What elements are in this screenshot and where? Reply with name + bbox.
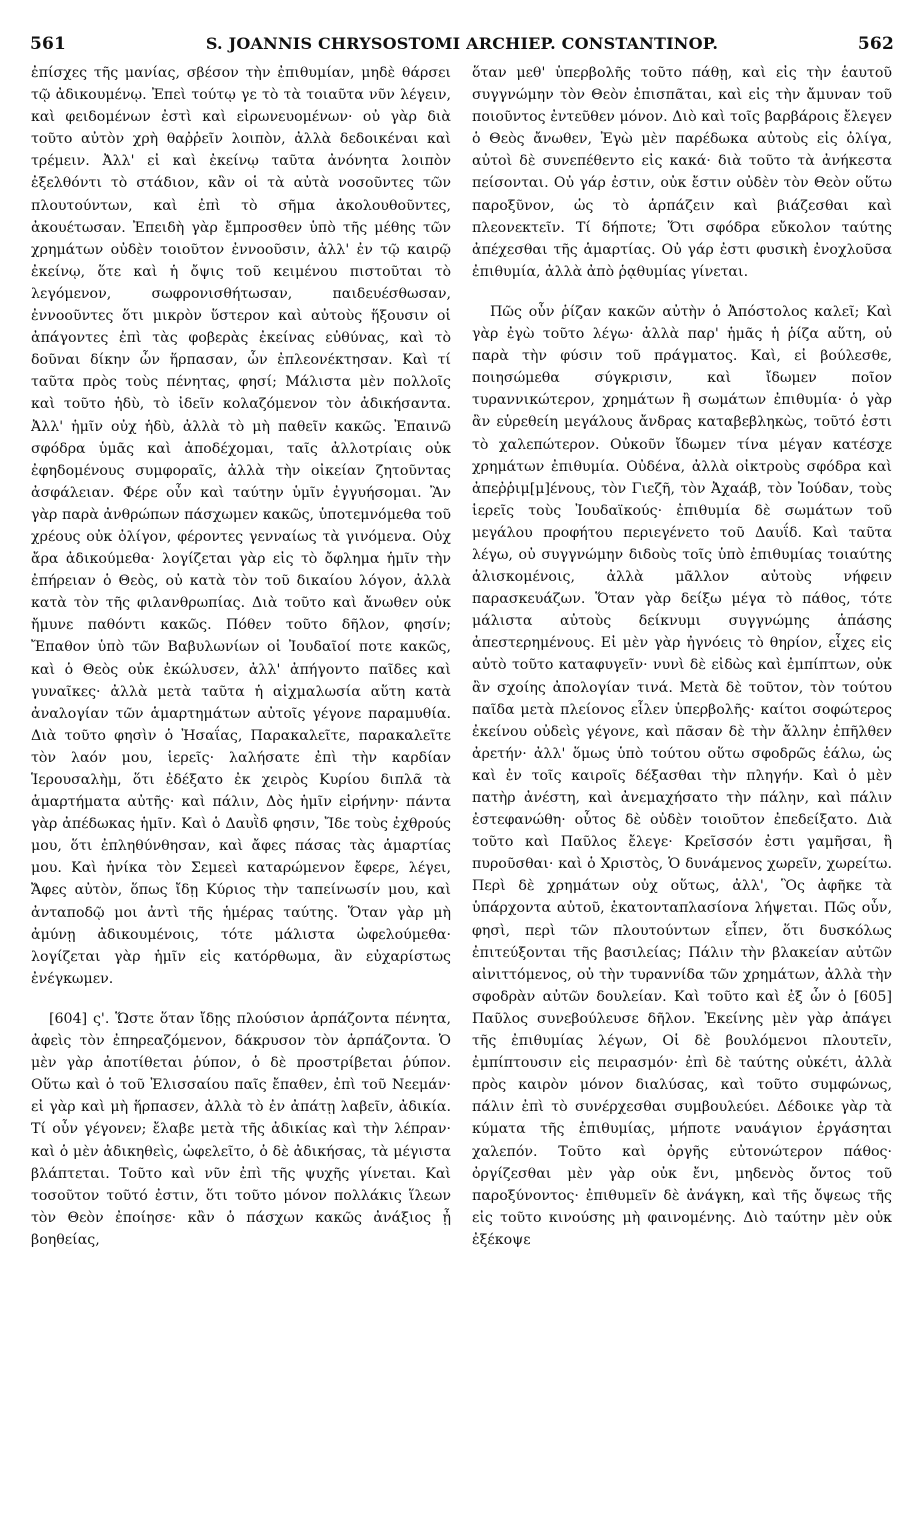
page-number-right: 562 [857,34,894,54]
left-column [31,62,451,1251]
paragraph: ὅταν μεθ' ὑπερβολῆς τοῦτο πάθῃ, καὶ εἰς τὴν ἑαυτοῦ συγγνώμην τὸν Θεὸν ἐπισπᾶται, καὶ εἰς τὴν ἄμυναν τοῦ ποιοῦντος ἐντεῦθεν μόνον. Διὸ καὶ τοῖς βαρβάροις ἔλεγεν ὁ Θεὸς ἄνωθεν, Ἐγὼ μὲν παρέδωκα αὐτοὺς εἰς ὀλίγα, αὐτοὶ δὲ συνεπέθεντο εἰς κακά· διὰ τοῦτο τὰ ἀνήκεστα πείσονται. Οὐ γάρ ἐστιν, οὐκ ἔστιν οὐδὲν τὸν Θεὸν οὕτω παροξῦνον, ὡς τὸ ἁρπάζειν καὶ βιάζεσθαι καὶ πλεονεκτεῖν. Τί δήποτε; Ὅτι σφόδρα εὔκολον ταύτης ἀπέχεσθαι τῆς ἁμαρτίας. Οὐ γάρ ἐστι φυσικὴ ἐνοχλοῦσα ἐπιθυμία, ἀλλὰ ἀπὸ ῥᾳθυμίας γίνεται. [472,65,892,280]
page-number-left: 561 [30,34,67,54]
running-title: S. JOANNIS CHRYSOSTOMI ARCHIEP. CONSTANTINOP. [205,34,719,53]
right-column [472,62,892,1251]
paragraph: ἐπίσχες τῆς μανίας, σβέσον τὴν ἐπιθυμίαν, μηδὲ θάρσει τῷ ἀδικουμένῳ. Ἐπεὶ τούτῳ γε τὸ τὰ τοιαῦτα νῦν λέγειν, καὶ φειδομένων ἐστὶ καὶ εἰρωνευομένων· οὐ γὰρ διὰ τοῦτο αὐτὸν χρὴ θαῤῥεῖν λοιπὸν, ἀλλὰ δεδοικέναι καὶ τρέμειν. Ἀλλ' εἰ καὶ ἐκείνῳ ταῦτα ἀνόνητα λοιπὸν ἐξελθόντι τὸ στάδιον, κἂν οἱ τὰ αὐτὰ νοσοῦντες τῶν πλουτούντων, καὶ ἐπὶ τὸ σῆμα ἀκολουθοῦντες, ἀκουέτωσαν. Ἐπειδὴ γὰρ ἔμπροσθεν ὑπὸ τῆς μέθης τῶν χρημάτων οὐδὲν τοιοῦτον ἐννοοῦσιν, ἀλλ' ἐν τῷ καιρῷ ἐκείνῳ, ὅτε καὶ ἡ ὄψις τοῦ κειμένου πιστοῦται τὸ λεγόμενον, σωφρονισθήτωσαν, παιδευέσθωσαν, ἐννοοῦντες ὅτι μικρὸν ὕστερον καὶ αὐτοὺς ἥξουσιν οἱ ἀπάγοντες ἐπὶ τὰς φοβερὰς ἐκείνας εὐθύνας, καὶ τὸ δοῦναι δίκην ὧν ἥρπασαν, ὧν ἐπλεονέκτησαν. Καὶ τί ταῦτα πρὸς τοὺς πένητας, φησί; Μάλιστα μὲν πολλοῖς καὶ τοῦτο ἡδὺ, τὸ ἰδεῖν κολαζόμενον τὸν ἀδικήσαντα. Ἀλλ' ἡμῖν οὐχ ἡδὺ, ἀλλὰ τὸ μὴ παθεῖν κακῶς. Ἐπαινῶ σφόδρα ὑμᾶς καὶ ἀποδέχομαι, ταῖς ἀλλοτρίαις οὐκ ἐφηδομένους συμφοραῖς, ἀλλὰ τὴν οἰκείαν ζητοῦντας ἀσφάλειαν. Φέρε οὖν καὶ ταύτην ὑμῖν ἐγγυήσομαι. Ἂν γὰρ παρὰ ἀνθρώπων πάσχωμεν κακῶς, ὑποτεμνόμεθα τοῦ χρέους οὐκ ὀλίγον, φέροντες γενναίως τὰ γινόμενα. Οὐχ ἄρα ἀδικούμεθα· λογίζεται γὰρ εἰς τὸ ὄφλημα ἡμῖν τὴν ἐπήρειαν ὁ Θεὸς, οὐ κατὰ τὸν τοῦ δικαίου λόγον, ἀλλὰ κατὰ τὸν τῆς φιλανθρωπίας. Διὰ τοῦτο καὶ ἄνωθεν οὐκ ἤμυνε παθόντι κακῶς. Πόθεν τοῦτο δῆλον, φησίν; Ἔπαθον ὑπὸ τῶν Βαβυλωνίων οἱ Ἰουδαῖοί ποτε κακῶς, καὶ ὁ Θεὸς οὐκ ἐκώλυσεν, ἀλλ' ἀπήγοντο παῖδες καὶ γυναῖκες· ἀλλὰ μετὰ ταῦτα ἡ αἰχμαλωσία αὕτη κατὰ ἀναλογίαν τῶν ἁμαρτημάτων αὐτοῖς γέγονε παραμυθία. Διὰ τοῦτο φησὶν ὁ Ἠσαΐας, Παρακαλεῖτε, παρακαλεῖτε τὸν λαόν μου, ἱερεῖς· λαλήσατε ἐπὶ τὴν καρδίαν Ἱερουσαλὴμ, ὅτι ἐδέξατο ἐκ χειρὸς Κυρίου διπλᾶ τὰ ἁμαρτήματα αὐτῆς· καὶ πάλιν, Δὸς ἡμῖν εἰρήνην· πάντα γὰρ ἀπέδωκας ἡμῖν. Καὶ ὁ Δαυῒδ φησιν, Ἴδε τοὺς ἐχθρούς μου, ὅτι ἐπληθύνθησαν, καὶ ἄφες πάσας τὰς ἁμαρτίας μου. Καὶ ἡνίκα τὸν Σεμεεὶ καταρώμενον ἔφερε, λέγει, Ἄφες αὐτὸν, ὅπως ἴδῃ Κύριος τὴν ταπείνωσίν μου, καὶ ἀνταποδῷ μοι ἀντὶ τῆς ἡμέρας ταύτης. Ὅταν γὰρ μὴ ἀμύνῃ ἀδικουμένοις, τότε μάλιστα ὠφελούμεθα· λογίζεται γὰρ ἡμῖν εἰς κατόρθωμα, ἂν εὐχαρίστως ἐνέγκωμεν. [31,65,451,987]
paragraph: [604] ς'. Ὥστε ὅταν ἴδῃς πλούσιον ἁρπάζοντα πένητα, ἀφεὶς τὸν ἐπηρεαζόμενον, δάκρυσον τὸν ἁρπάζοντα. Ὁ μὲν γὰρ ἀποτίθεται ῥύπον, ὁ δὲ προστρίβεται ῥύπον. Οὕτω καὶ ὁ τοῦ Ἐλισσαίου παῖς ἔπαθεν, ἐπὶ τοῦ Νεεμάν· εἰ γὰρ καὶ μὴ ἥρπασεν, ἀλλὰ τὸ ἐν ἀπάτῃ λαβεῖν, ἀδικία. Τί οὖν γέγονεν; ἔλαβε μετὰ τῆς ἀδικίας καὶ τὴν λέπραν· καὶ ὁ μὲν ἀδικηθεὶς, ὠφελεῖτο, ὁ δὲ ἀδικήσας, τὰ μέγιστα βλάπτεται. Τοῦτο καὶ νῦν ἐπὶ τῆς ψυχῆς γίνεται. Καὶ τοσοῦτον τοῦτό ἐστιν, ὅτι τοῦτο μόνον πολλάκις ἵλεων τὸν Θεὸν ἐποίησε· κἂν ὁ πάσχων κακῶς ἀνάξιος ᾖ βοηθείας, [31,1010,451,1248]
running-header [30,34,894,58]
paragraph: Πῶς οὖν ῥίζαν κακῶν αὐτὴν ὁ Ἀπόστολος καλεῖ; Καὶ γὰρ ἐγὼ τοῦτο λέγω· ἀλλὰ παρ' ἡμᾶς ἡ ῥίζα αὕτη, οὐ παρὰ τὴν φύσιν τοῦ πράγματος. Καὶ, εἰ βούλεσθε, ποιησώμεθα σύγκρισιν, καὶ ἴδωμεν ποῖον τυραννικώτερον, χρημάτων ἢ σωμάτων ἐπιθυμία· ὁ γὰρ ἂν εὑρεθείη μεγάλους ἄνδρας καταβεβληκὼς, τοῦτό ἐστι τὸ χαλεπώτερον. Οὐκοῦν ἴδωμεν τίνα μέγαν κατέσχε χρημάτων ἐπιθυμία. Οὐδένα, ἀλλὰ οἰκτροὺς σφόδρα καὶ ἀπεῤῥιμ[μ]ένους, τὸν Γιεζῆ, τὸν Ἀχαάβ, τὸν Ἰούδαν, τοὺς ἱερεῖς τοὺς Ἰουδαϊκούς· ἐπιθυμία δὲ σωμάτων τοῦ μεγάλου προφήτου περιεγένετο τοῦ Δαυΐδ. Καὶ ταῦτα λέγω, οὐ συγγνώμην διδοὺς τοῖς ὑπὸ ἐπιθυμίας τοιαύτης ἁλισκομένοις, ἀλλὰ μᾶλλον αὐτοὺς νήφειν παρασκευάζων. Ὅταν γὰρ δείξω μέγα τὸ πάθος, τότε μάλιστα αὐτοὺς δείκνυμι συγγνώμης ἁπάσης ἀπεστερημένους. Εἰ μὲν γὰρ ἠγνόεις τὸ θηρίον, εἶχες εἰς αὐτὸ τοῦτο καταφυγεῖν· νυνὶ δὲ εἰδὼς καὶ ἐμπίπτων, οὐκ ἂν σχοίης ἀπολογίαν τινά. Μετὰ δὲ τοῦτον, τὸν τούτου παῖδα μετὰ πλείονος εἶλεν ὑπερβολῆς· καίτοι σοφώτερος ἐκείνου οὐδεὶς γέγονε, καὶ πᾶσαν δὲ τὴν ἄλλην ἐπῆλθεν ἀρετήν· ἀλλ' ὅμως ὑπὸ τούτου οὕτω σφοδρῶς ἑάλω, ὡς καὶ ἐν τοῖς καιροῖς δέξασθαι τὴν πληγήν. Καὶ ὁ μὲν πατὴρ ἀνέστη, καὶ ἀνεμαχήσατο τὴν πάλην, καὶ πάλιν ἐστεφανώθη· οὗτος δὲ οὐδὲν τοιοῦτον ἐπεδείξατο. Διὰ τοῦτο καὶ Παῦλος ἔλεγε· Κρεῖσσόν ἐστι γαμῆσαι, ἢ πυροῦσθαι· καὶ ὁ Χριστὸς, Ὁ δυνάμενος χωρεῖν, χωρείτω. Περὶ δὲ χρημάτων οὐχ οὕτως, ἀλλ', Ὃς ἀφῆκε τὰ ὑπάρχοντα αὐτοῦ, ἑκατονταπλασίονα λήψεται. Πῶς οὖν, φησὶ, περὶ τῶν πλουτούντων εἶπεν, ὅτι δυσκόλως ἐπιτεύξονται τῆς βασιλείας; Πάλιν τὴν βλακείαν αὐτῶν αἰνιττόμενος, οὐ τὴν τυραννίδα τῶν χρημάτων, ἀλλὰ τὴν σφοδρὰν αὐτῶν δουλείαν. Καὶ τοῦτο καὶ ἐξ ὧν ὁ [605] Παῦλος συνεβούλευσε δῆλον. Ἐκείνης μὲν γὰρ ἀπάγει τῆς ἐπιθυμίας λέγων, Οἱ δὲ βουλόμενοι πλουτεῖν, ἐμπίπτουσιν εἰς πειρασμόν· ἐπὶ δὲ ταύτης οὐκέτι, ἀλλὰ πρὸς καιρὸν μόνον διαλύσας, καὶ τοῦτο συμφώνως, πάλιν ἐπὶ τὸ συνέρχεσθαι συμβουλεύει. Δέδοικε γὰρ τὰ κύματα τῆς ἐπιθυμίας, μήποτε ναυάγιον ἐργάσηται χαλεπόν. Τοῦτο καὶ ὀργῆς εὐτονώτερον πάθος· ὀργίζεσθαι μὲν γὰρ οὐκ ἔνι, μηδενὸς ὄντος τοῦ παροξύνοντος· ἐπιθυμεῖν δὲ ἀνάγκη, καὶ τῆς ὄψεως τῆς εἰς τοῦτο κινούσης μὴ φαινομένης. Διὸ ταύτην μὲν οὐκ ἐξέκοψε [472,303,892,1248]
